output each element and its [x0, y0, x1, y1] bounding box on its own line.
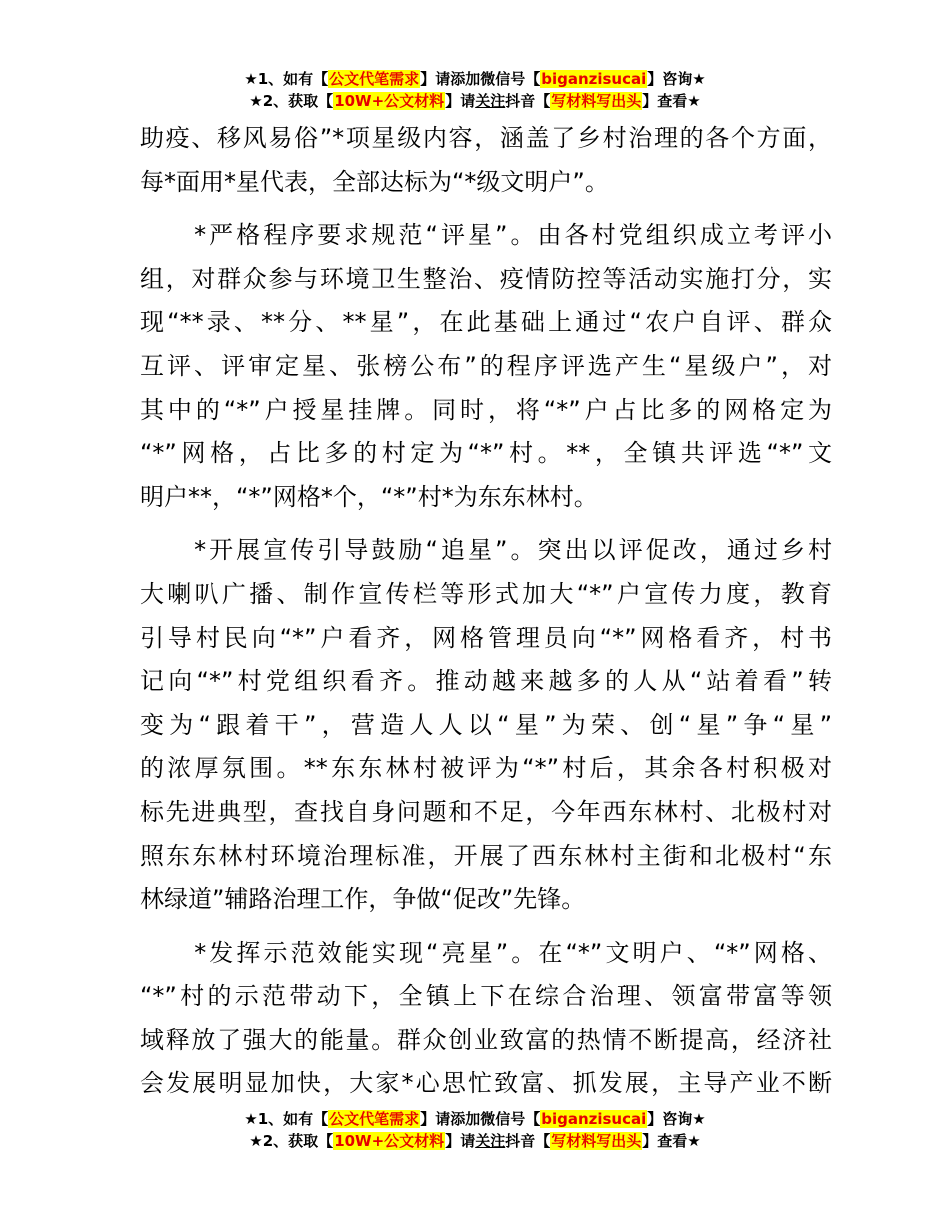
- paragraph-4: *发挥示范效能实现“亮星”。在“*”文明户、“*”网格、 “*”村的示范带动下，全镇上下在综合治理、领富带富等领 域释放了强大的能量。群众创业致富的热情不断提高，经济社 会发展明显加快，大家*心思忙致富、抓发展，主导产业不断: [140, 938, 832, 1098]
- underline-follow: 关注: [475, 92, 506, 110]
- banner-line-1: ★1、如有【公文代笔需求】请添加微信号【biganzisucai】咨询★: [244, 1110, 706, 1128]
- highlight-service: 公文代笔需求: [329, 70, 420, 88]
- document-body: [140, 117, 832, 1106]
- paragraph-1: 助疫、移风易俗”*项星级内容，涵盖了乡村治理的各个方面， 每*面用*星代表，全部达标为“*级文明户”。: [140, 124, 832, 196]
- highlight-service: 公文代笔需求: [329, 1110, 420, 1128]
- banner-line-1: ★1、如有【公文代笔需求】请添加微信号【biganzisucai】咨询★: [244, 70, 706, 88]
- highlight-materials: 10W+公文材料: [334, 92, 445, 110]
- highlight-douyin-account: 写材料写出头: [551, 1132, 642, 1150]
- highlight-douyin-account: 写材料写出头: [551, 92, 642, 110]
- footer-banner: [0, 1108, 950, 1152]
- highlight-materials: 10W+公文材料: [334, 1132, 445, 1150]
- paragraph-3: *开展宣传引导鼓励“追星”。突出以评促改，通过乡村 大喇叭广播、制作宣传栏等形式加大“*”户宣传力度，教育 引导村民向“*”户看齐，网格管理员向“*”网格看齐，村书 记向“*”村党组织看齐。推动越来越多的人从“站着看”转 变为“跟着干”，营造人人以“星”为荣、创“星”争“星” 的浓厚氛围。**东东林村被评为“*”村后，其余各村积极对 标先进典型，查找自身问题和不足，今年西东林村、北极村对 照东东林村环境治理标准，开展了西东林村主街和北极村“东 林绿道”辅路治理工作，争做“促改”先锋。: [140, 536, 832, 914]
- highlight-wechat-id: biganzisucai: [541, 70, 647, 88]
- header-banner: [0, 68, 950, 112]
- paragraph-2: *严格程序要求规范“评星”。由各村党组织成立考评小 组，对群众参与环境卫生整治、疫情防控等活动实施打分，实 现“**录、**分、**星”，在此基础上通过“农户自评、群众 互评、评审定星、张榜公布”的程序评选产生“星级户”，对 其中的“*”户授星挂牌。同时，将“*”户占比多的网格定为 “*”网格，占比多的村定为“*”村。**，全镇共评选“*”文 明户**，“*”网格*个，“*”村*为东东林村。: [140, 221, 832, 511]
- highlight-wechat-id: biganzisucai: [541, 1110, 647, 1128]
- banner-line-2: ★2、获取【10W+公文材料】请关注抖音【写材料写出头】查看★: [249, 1132, 701, 1150]
- underline-follow: 关注: [475, 1132, 506, 1150]
- banner-line-2: ★2、获取【10W+公文材料】请关注抖音【写材料写出头】查看★: [249, 92, 701, 110]
